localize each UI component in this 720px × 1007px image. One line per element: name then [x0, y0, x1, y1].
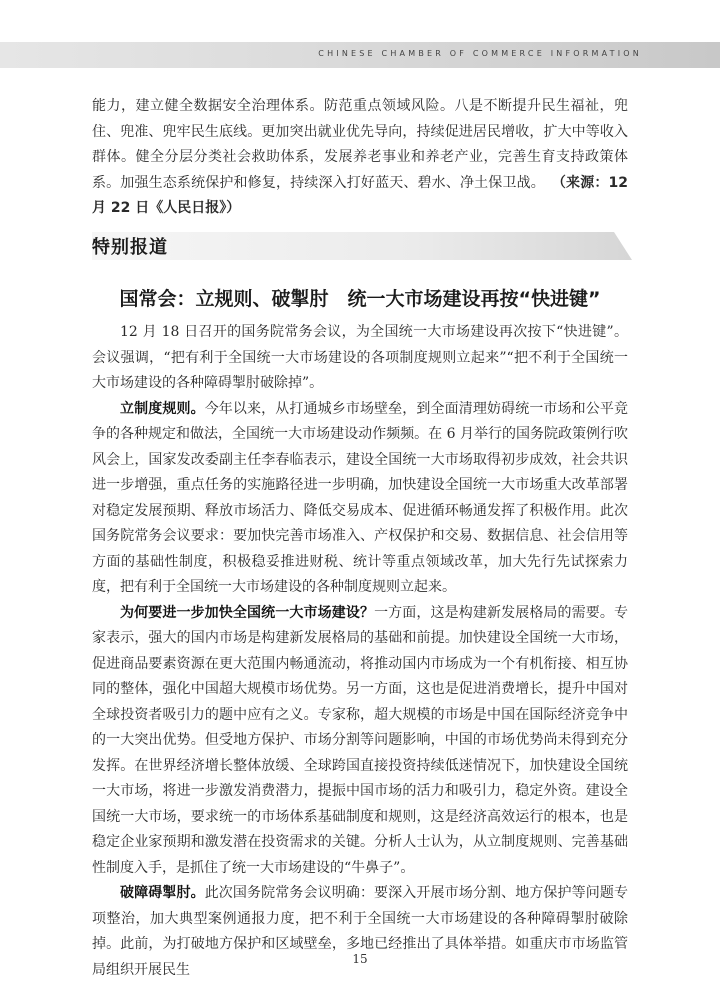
paragraph-3-text: 此次国务院常务会议明确：要深入开展市场分割、地方保护等问题专项整治，加大典型案例通报力度，把不利于全国统一大市场建设的各种障碍掣肘破除掉。此前，为打破地方保护和区域壁垒，多地已经推出了具体举措。如重庆市市场监管局组织开展民生: [92, 885, 629, 978]
header-text: CHINESE CHAMBER OF COMMERCE INFORMATION: [318, 49, 642, 58]
paragraph-3-lead: 破障碍掣肘。: [120, 885, 205, 901]
page-number: 15: [352, 952, 368, 966]
source-citation: （来源：12 月 22 日《人民日报》）: [92, 174, 629, 216]
article-paragraph-2: [92, 601, 628, 882]
article-intro: 12 月 18 日召开的国务院常务会议，为全国统一大市场建设再次按下“快进键”。会议强调，“把有利于全国统一大市场建设的各项制度规则立起来”“把不利于全国统一大市场建设的各种障碍掣肘破除掉”。: [92, 324, 628, 391]
paragraph-2-lead: 为何要进一步加快全国统一大市场建设？: [120, 604, 375, 621]
paragraph-1-text: 今年以来，从打通城乡市场壁垒，到全面清理妨碍统一市场和公平竞争的各种规定和做法，全国统一大市场建设动作频频。在 6 月举行的国务院政策例行吹风会上，国家发改委副主任李春临表示，建设全国统一大市场取得初步成效，社会共识进一步增强，重点任务的实施路径进一步明确，加快建设全国统一大市场重大改革部署对稳定发展预期、释放市场活力、降低交易成本、促进循环畅通发挥了积极作用。此次国务院常务会议要求：要加快完善市场准入、产权保护和交易、数据信息、社会信用等方面的基础性制度，积极稳妥推进财税、统计等重点领域改革，加大先行先试探索力度，把有利于全国统一大市场建设的各种制度规则立起来。: [92, 400, 629, 595]
continued-section: [92, 94, 628, 222]
paragraph-2-text: 一方面，这是构建新发展格局的需要。专家表示，强大的国内市场是构建新发展格局的基础和前提。加快建设全国统一大市场，促进商品要素资源在更大范围内畅通流动，将推动国内市场成为一个有机衔接、相互协同的整体，强化中国超大规模市场优势。另一方面，这也是促进消费增长，提升中国对全球投资者吸引力的题中应有之义。专家称，超大规模的市场是中国在国际经济竞争中的一大突出优势。但受地方保护、市场分割等问题影响，中国的市场优势尚未得到充分发挥。在世界经济增长整体放缓、全球跨国直接投资持续低迷情况下，加快建设全国统一大市场，将进一步激发消费潜力，提振中国市场的活力和吸引力，稳定外资。建设全国统一大市场，要求统一的市场体系基础制度和规则，这是经济高效运行的根本，也是稳定企业家预期和激发潜在投资需求的关键。分析人士认为，从立制度规则、完善基础性制度入手，是抓住了统一大市场建设的“牛鼻子”。: [92, 604, 629, 876]
article-title: 国常会：立规则、破掣肘 统一大市场建设再按“快进键”: [119, 288, 601, 310]
section-header: [92, 232, 632, 260]
article-body: [92, 320, 628, 983]
section-title: 特别报道: [92, 237, 168, 258]
paragraph-1-lead: 立制度规则。: [120, 400, 205, 417]
running-header: [0, 42, 720, 68]
continued-paragraph: [92, 94, 628, 222]
section-bar: [92, 232, 632, 260]
continued-paragraph-text: 能力，建立健全数据安全治理体系。防范重点领域风险。八是不断提升民生福祉，兜住、兜准、兜牢民生底线。更加突出就业优先导向，持续促进居民增收，扩大中等收入群体。健全分层分类社会救助体系，发展养老事业和养老产业，完善生育支持政策体系。加强生态系统保护和修复，持续深入打好蓝天、碧水、净土保卫战。: [92, 98, 628, 191]
article-paragraph-3: [92, 881, 628, 983]
article-paragraph-1: [92, 397, 628, 601]
